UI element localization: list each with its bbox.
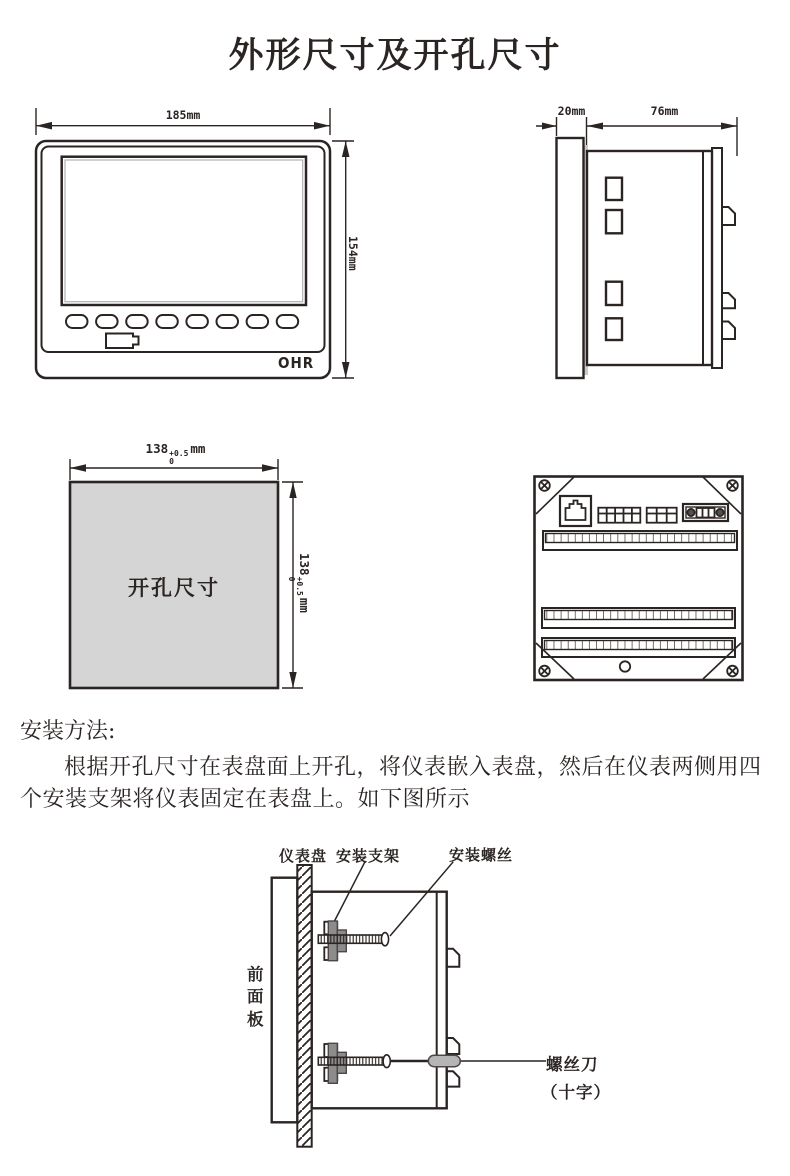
- side-rear-column: [712, 148, 722, 368]
- usb-port-icon: [106, 334, 139, 349]
- label-screwdriver-2: （十字）: [541, 1083, 611, 1102]
- cutout-width-dim-label: 138 +0.5 0 mm: [145, 441, 206, 467]
- side-slots: [606, 178, 622, 340]
- front-view-drawing: [30, 105, 375, 395]
- label-screw: 安装螺丝: [449, 846, 514, 864]
- label-front-panel: 前面板: [247, 965, 264, 1029]
- side-view-svg: [530, 100, 790, 395]
- terminal-strip-1: [543, 531, 737, 550]
- side-body-dim-label: 76mm: [650, 104, 679, 118]
- install-method-section: [20, 716, 780, 816]
- front-inner-frame: [42, 147, 325, 353]
- rear-hole: [620, 661, 630, 671]
- label-screwdriver-1: 螺丝刀: [546, 1055, 599, 1074]
- panel-wall: [297, 865, 311, 1147]
- mounting-screw-bottom: [318, 1055, 390, 1068]
- installation-svg: [230, 840, 640, 1176]
- install-method-heading: 安装方法:: [20, 719, 116, 744]
- rear-panel-drawing: [533, 470, 748, 685]
- screwdriver: [391, 1055, 460, 1066]
- front-height-dim-label: 154mm: [346, 236, 360, 271]
- side-view-drawing: [530, 100, 790, 395]
- ethernet-port-icon: [560, 496, 591, 526]
- terminal-strip-2: [542, 608, 735, 628]
- cutout-height-dim-label: 138 +0.5 0 mm: [286, 553, 312, 613]
- front-view-svg: [30, 105, 375, 395]
- power-connector: [683, 504, 728, 521]
- side-bezel-dim-label: 20mm: [557, 104, 586, 118]
- cutout-drawing: [60, 440, 335, 700]
- front-panel-rect: [272, 878, 298, 1123]
- front-width-dim-label: 185mm: [165, 108, 201, 122]
- front-screen-inset: [65, 160, 303, 302]
- brand-logo: OHR: [278, 354, 315, 372]
- connector-5pin: [598, 508, 640, 523]
- terminal-strip-3: [542, 638, 735, 657]
- front-keys: [66, 315, 298, 328]
- page-title: 外形尺寸及开孔尺寸: [228, 36, 562, 75]
- front-screen: [62, 157, 306, 305]
- front-outer-frame: [36, 141, 330, 378]
- label-panel: 仪表盘: [279, 847, 328, 865]
- rear-panel-svg: [533, 470, 748, 685]
- mounting-screw-top: [318, 933, 388, 946]
- cutout-label: 开孔尺寸: [128, 575, 220, 600]
- label-bracket: 安装支架: [336, 847, 401, 865]
- connector-3pin: [647, 508, 677, 523]
- side-bezel: [557, 138, 584, 378]
- installation-diagram: [230, 840, 640, 1176]
- side-rear-tabs: [722, 207, 735, 339]
- install-method-paragraph: 根据开孔尺寸在表盘面上开孔，将仪表嵌入表盘，然后在仪表两侧用四个安装支架将仪表固定在表盘上。如下图所示: [20, 755, 762, 812]
